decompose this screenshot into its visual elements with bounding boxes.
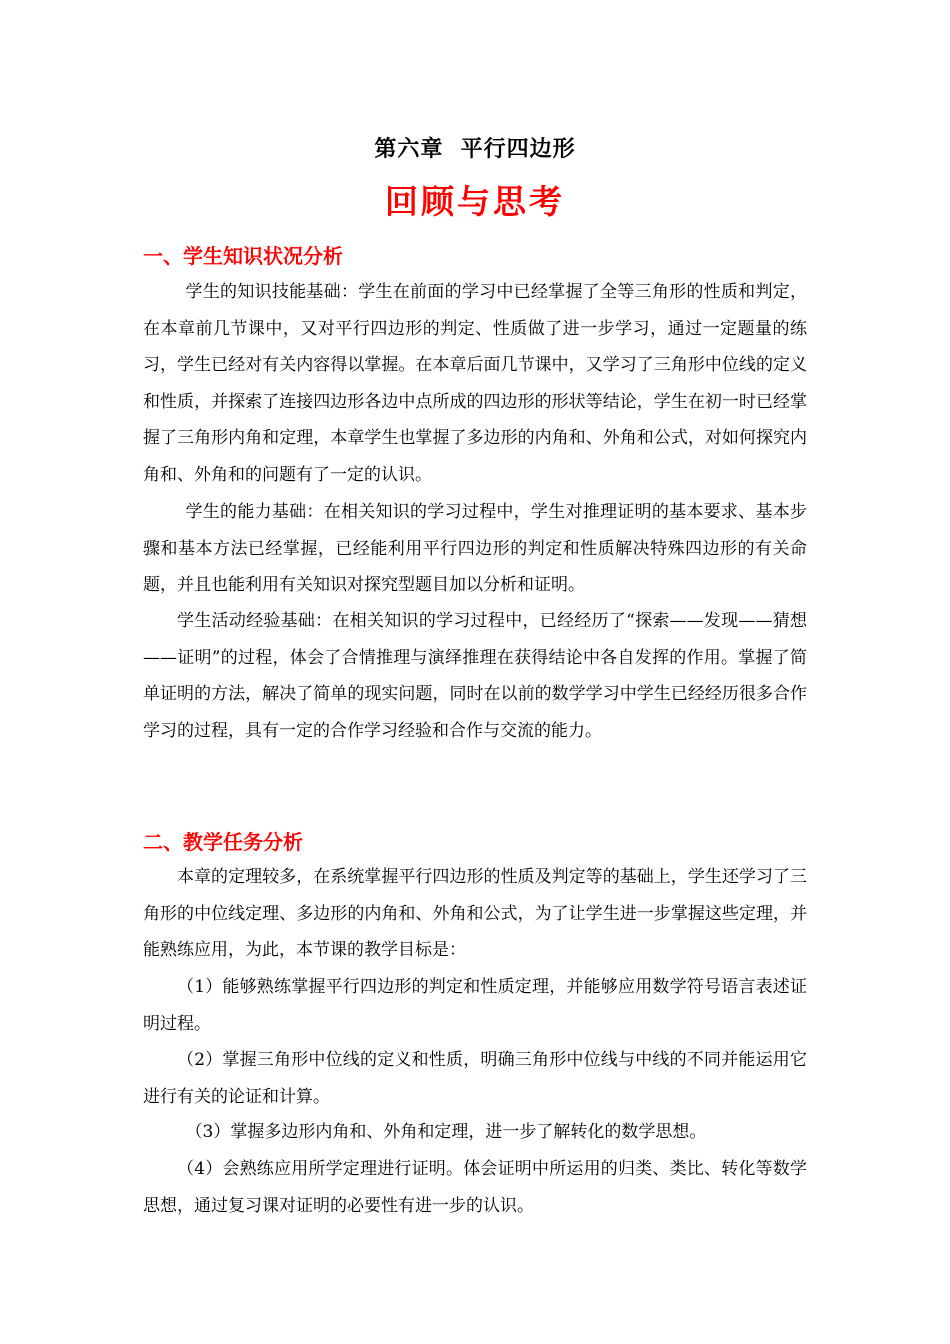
paragraph-task-intro: 本章的定理较多，在系统掌握平行四边形的性质及判定等的基础上，学生还学习了三角形的中位线定理、多边形的内角和、外角和公式，为了让学生进一步掌握这些定理，并能熟练应用，为此，本节课的教学目标是：: [143, 867, 807, 960]
chapter-title: 第六章 平行四边形: [374, 137, 576, 162]
paragraph-experience-basis: 学生活动经验基础：在相关知识的学习过程中，已经经历了“探索——发现——猜想——证明”的过程，体会了合情推理与演绎推理在获得结论中各自发挥的作用。掌握了简单证明的方法，解决了简单的现实问题，同时在以前的数学学习中学生已经经历很多合作学习的过程，具有一定的合作学习经验和合作与交流的能力。: [143, 611, 807, 741]
paragraph-knowledge-basis: 学生的知识技能基础：学生在前面的学习中已经掌握了全等三角形的性质和判定，在本章前几节课中，又对平行四边形的判定、性质做了进一步学习，通过一定题量的练习，学生已经对有关内容得以掌握。在本章后面几节课中，又学习了三角形中位线的定义和性质，并探索了连接四边形各边中点所成的四边形的形状等结论，学生在初一时已经掌握了三角形内角和定理，本章学生也掌握了多边形的内角和、外角和公式，对如何探究内角和、外角和的问题有了一定的认识。: [143, 282, 807, 485]
objective-item-4: （4）会熟练应用所学定理进行证明。体会证明中所运用的归类、类比、转化等数学思想，通过复习课对证明的必要性有进一步的认识。: [143, 1159, 807, 1216]
section-heading-1: 一、学生知识状况分析: [143, 244, 343, 268]
objective-item-3: （3）掌握多边形内角和、外角和定理，进一步了解转化的数学思想。: [185, 1122, 707, 1142]
main-title: 回顾与思考: [385, 182, 565, 221]
objective-item-1: （1）能够熟练掌握平行四边形的判定和性质定理，并能够应用数学符号语言表述证明过程。: [143, 977, 807, 1034]
section-heading-2: 二、教学任务分析: [143, 830, 303, 854]
paragraph-ability-basis: 学生的能力基础：在相关知识的学习过程中，学生对推理证明的基本要求、基本步骤和基本方法已经掌握，已经能利用平行四边形的判定和性质解决特殊四边形的有关命题，并且也能利用有关知识对探究型题目加以分析和证明。: [143, 502, 807, 595]
objective-item-2: （2）掌握三角形中位线的定义和性质，明确三角形中位线与中线的不同并能运用它进行有关的论证和计算。: [143, 1050, 807, 1107]
